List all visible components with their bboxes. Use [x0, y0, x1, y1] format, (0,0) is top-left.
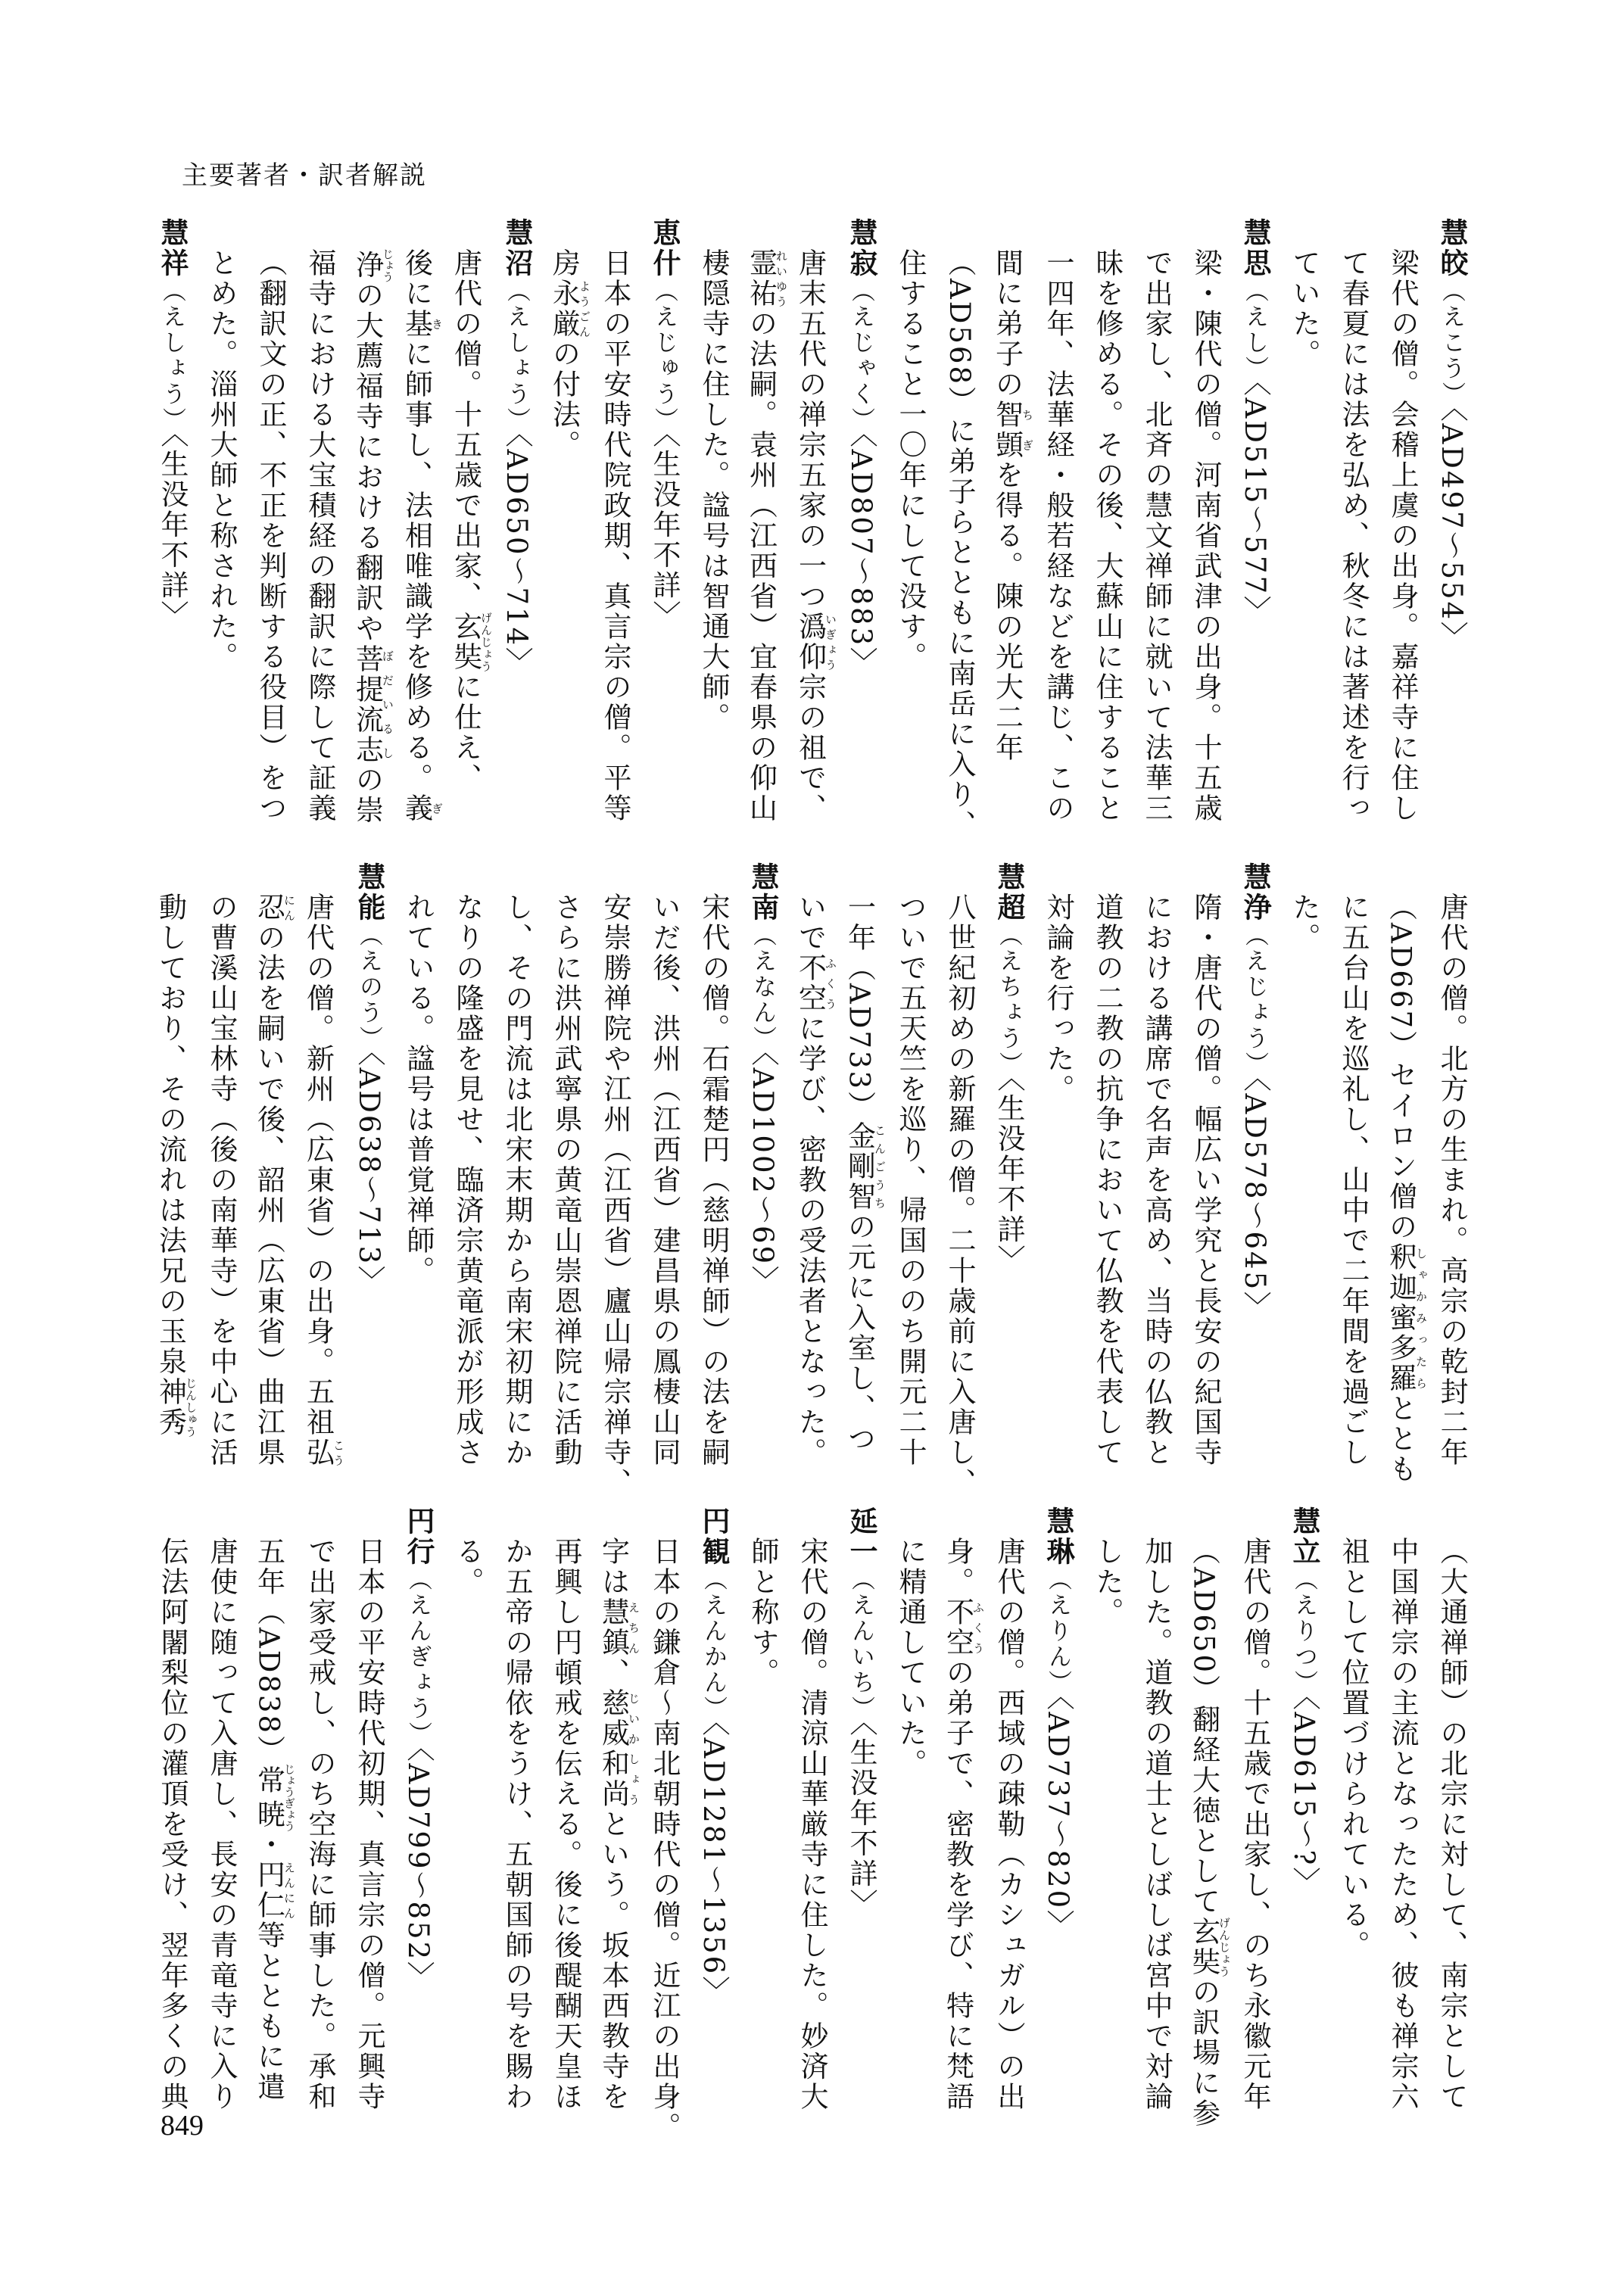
- body-line: [886, 1506, 935, 2127]
- entry-reading: （えりつ）: [1290, 1567, 1317, 1696]
- furigana-word: [449, 612, 493, 672]
- ruby-text: じょうぎょう: [282, 1763, 296, 1832]
- ruby-base: 慧鎮: [597, 1597, 630, 1658]
- body-line: [1427, 1506, 1476, 2127]
- body-line: [640, 1506, 689, 2142]
- body-text: し、その門流は北宋末期から南宋初期にか: [500, 893, 533, 1468]
- body-text: 一四年、法華経・般若経などを講じ、この: [1042, 248, 1074, 824]
- furigana-word: [351, 248, 394, 282]
- entry-reading: （えし）: [1241, 279, 1268, 382]
- entry-heading: [1033, 1506, 1083, 2127]
- furigana-word: [843, 1121, 887, 1213]
- furigana-word: [990, 400, 1034, 460]
- body-line: [492, 1506, 541, 2127]
- entry-name: 慧祥: [156, 218, 189, 279]
- ruby-base: 義: [400, 793, 433, 824]
- ruby-text: こんごうち: [873, 1121, 887, 1213]
- ruby-text: ふくう: [824, 953, 837, 1014]
- body-text: の大薦福寺における翻訳や: [351, 280, 384, 644]
- entry-reading: （えんかん）: [700, 1567, 727, 1721]
- body-text: 八世紀初めの新羅の僧。二十歳前に入唐し、: [943, 893, 976, 1498]
- body-text: （翻訳文の正、不正を判断する役目）をつ: [254, 248, 287, 824]
- entry-dates: 〈生没年不詳〉: [156, 433, 189, 631]
- body-text: 師と称す。: [747, 1537, 779, 1688]
- body-text: ととも: [1384, 1394, 1417, 1485]
- ruby-base: 潙仰: [793, 612, 827, 672]
- entry-reading: （えじょう）: [1241, 923, 1268, 1077]
- body-text: 字は: [597, 1537, 630, 1597]
- body-text: 唐代の僧。十五歳で出家、: [449, 248, 482, 612]
- body-text: ていた。: [1288, 248, 1320, 369]
- entry-heading: [984, 862, 1033, 1483]
- body-line: [1132, 1506, 1181, 2127]
- ruby-text: ぎ: [430, 793, 444, 824]
- body-line: [541, 862, 591, 1483]
- entry-name: 円行: [402, 1506, 435, 1567]
- body-text: で出家し、北斉の慧文禅師に就いて法華三: [1140, 248, 1173, 824]
- body-text: 身。: [941, 1537, 974, 1597]
- body-line: [935, 862, 984, 1498]
- body-text: した。: [1091, 1537, 1124, 1628]
- running-head-title: 主要著者・訳者解説: [182, 160, 427, 191]
- body-line: [1280, 862, 1329, 1483]
- body-line: [787, 862, 837, 1483]
- body-text: なりの隆盛を見せ、臨済宗黄竜派が形成さ: [451, 893, 484, 1468]
- body-text: 再興し円頓戒を伝える。後に後醍醐天皇ほ: [550, 1537, 582, 2112]
- body-line: [197, 218, 246, 839]
- body-line: [1378, 862, 1427, 1483]
- entry-heading: [148, 218, 197, 839]
- body-line: [935, 218, 984, 839]
- ruby-base: 霊祐: [744, 248, 778, 309]
- entry-name: 慧南: [747, 862, 779, 923]
- body-text: て春夏には法を弘め、秋冬には著述を行っ: [1337, 248, 1370, 824]
- body-text: に学び、密教の受法者となった。: [793, 1014, 827, 1468]
- text-tier-middle: [148, 862, 1476, 1498]
- body-text: を得る。陳の光大二年: [990, 460, 1024, 763]
- ruby-text: こう: [332, 1438, 345, 1468]
- ruby-text: にん: [282, 893, 296, 923]
- body-line: [886, 862, 935, 1483]
- body-line: [1181, 218, 1230, 839]
- entry-dates: 〈生没年不詳〉: [993, 1077, 1025, 1276]
- ruby-base: 永厳: [547, 279, 581, 339]
- ruby-text: げんじょう: [1217, 1917, 1231, 1978]
- ruby-base: 神秀: [154, 1377, 187, 1438]
- body-line: [787, 218, 837, 839]
- body-line: [886, 218, 935, 839]
- body-text: 一年（AD733）: [843, 893, 876, 1122]
- ruby-text: えんにん: [282, 1860, 296, 1921]
- body-text: の付法。: [547, 339, 581, 460]
- entry-heading: [1280, 1506, 1329, 2127]
- body-text: 、: [597, 1658, 630, 1688]
- body-text: 日本の平安時代初期、真言宗の僧。元興寺: [353, 1537, 385, 2112]
- body-text: 宗の祖で、: [793, 672, 827, 824]
- entry-heading: [738, 862, 787, 1483]
- body-text: 五年（AD838）: [252, 1537, 285, 1766]
- body-line: [787, 1506, 837, 2127]
- entry-name: 慧沼: [500, 218, 533, 279]
- body-text: 住すること一〇年にして没す。: [894, 248, 927, 672]
- entry-name: 慧思: [1239, 218, 1271, 279]
- body-text: 中国禅宗の主流となったため、彼も禅宗六: [1386, 1537, 1419, 2112]
- body-line: [591, 1506, 640, 2127]
- entry-heading: [344, 862, 394, 1483]
- furigana-word: [793, 612, 837, 672]
- body-line: [984, 1506, 1033, 2127]
- body-text: の法嗣。袁州（江西省）宜春県の仰山: [744, 309, 778, 824]
- entry-heading: [640, 218, 689, 839]
- body-line: [148, 1506, 197, 2127]
- body-text: の弟子で、密教を学び、特に梵語: [941, 1658, 974, 2112]
- entry-dates: 〈AD650～714〉: [500, 433, 533, 678]
- body-line: [443, 862, 492, 1483]
- entry-reading: （えしょう）: [503, 279, 530, 433]
- entry-name: 慧寂: [845, 218, 877, 279]
- body-text: か五帝の帰依をうけ、五朝国師の号を賜わ: [500, 1537, 533, 2112]
- entry-reading: （えんいち）: [847, 1567, 874, 1721]
- body-text: の曹溪山宝林寺（後の南華寺）を中心に活: [205, 893, 238, 1468]
- body-text: 梁代の僧。会稽上虞の出身。嘉祥寺に住し: [1386, 248, 1419, 824]
- ruby-base: 忍: [252, 893, 285, 923]
- ruby-base: 慈威和尚: [597, 1688, 630, 1809]
- body-text: ついで五天竺を巡り、帰国ののち開元二十: [894, 893, 927, 1468]
- body-line: [1329, 1506, 1378, 2127]
- furigana-word: [252, 893, 296, 923]
- body-text: という。坂本西教寺を: [597, 1809, 630, 2112]
- body-line: [246, 218, 295, 839]
- body-text: 祖として位置づけられている。: [1337, 1537, 1370, 1961]
- entry-name: 慧浄: [1239, 862, 1271, 923]
- body-line: [1181, 862, 1230, 1483]
- furigana-word: [252, 1860, 296, 1921]
- ruby-base: 不空: [941, 1597, 974, 1658]
- entry-name: 慧琳: [1042, 1506, 1074, 1567]
- body-text: とめた。淄州大師と称された。: [205, 248, 238, 672]
- entry-dates: 〈AD737～820〉: [1042, 1696, 1074, 1941]
- ruby-text: ちぎ: [1021, 400, 1034, 460]
- body-text: 唐代の僧。新州（広東省）の出身。五祖: [301, 893, 335, 1438]
- body-text: （AD650）翻経大徳として: [1187, 1537, 1220, 1918]
- body-line: [1329, 218, 1378, 839]
- entry-dates: 〈AD1002～69〉: [747, 1051, 779, 1297]
- body-text: 間に弟子の: [990, 248, 1024, 400]
- body-text: に仕え、: [449, 672, 482, 793]
- furigana-word: [1187, 1917, 1231, 1978]
- body-line: [295, 218, 344, 839]
- body-text: 梁・陳代の僧。河南省武津の出身。十五歳: [1189, 248, 1222, 824]
- entry-dates: 〈生没年不詳〉: [845, 1721, 877, 1920]
- entry-dates: 〈AD638～713〉: [353, 1051, 385, 1297]
- body-text: 宋代の僧。清涼山華厳寺に住した。妙済大: [796, 1537, 828, 2112]
- body-text: 安崇勝禅院や江州（江西省）廬山帰宗禅寺、: [599, 893, 631, 1498]
- body-line: [541, 218, 591, 839]
- body-text: 隋・唐代の僧。幅広い学究と長安の紀国寺: [1189, 893, 1222, 1468]
- body-line: [591, 218, 640, 839]
- body-text: れている。諡号は普覚禅師。: [402, 893, 435, 1286]
- body-line: [246, 862, 295, 1483]
- body-text: た。: [1288, 893, 1320, 953]
- body-text: いだ後、洪州（江西省）建昌県の鳳棲山同: [648, 893, 681, 1468]
- body-line: [246, 1506, 295, 2127]
- body-text: 動しており、その流れは法兄の玉泉: [154, 893, 187, 1377]
- body-line: [197, 862, 246, 1483]
- entry-dates: 〈AD807～883〉: [845, 433, 877, 678]
- body-line: [1083, 862, 1132, 1483]
- body-line: [837, 862, 886, 1483]
- body-text: 唐代の僧。西域の疎勒（カシュガル）の出: [993, 1537, 1025, 2112]
- body-line: [1033, 862, 1083, 1483]
- body-text: （AD568）に弟子らとともに南岳に入り、: [943, 248, 976, 841]
- ruby-base: 金剛智: [843, 1121, 876, 1213]
- entry-name: 恵什: [648, 218, 681, 279]
- body-text: 宋代の僧。石霜楚円（慈明禅師）の法を嗣: [697, 893, 730, 1468]
- body-line: [344, 1506, 394, 2127]
- entry-name: 延一: [845, 1506, 877, 1567]
- furigana-word: [351, 643, 394, 765]
- ruby-text: じいかしょう: [627, 1688, 641, 1809]
- body-line: [1280, 218, 1329, 839]
- furigana-word: [597, 1688, 641, 1809]
- furigana-word: [597, 1597, 641, 1658]
- body-line: [295, 862, 344, 1483]
- body-line: [984, 218, 1033, 839]
- body-text: 房: [547, 248, 581, 279]
- ruby-text: ぼだいるし: [381, 643, 394, 765]
- entry-reading: （えしょう）: [158, 279, 185, 433]
- body-line: [443, 1506, 492, 2127]
- body-text: に五台山を巡礼し、山中で二年間を過ごし: [1337, 893, 1370, 1468]
- body-line: [1083, 1506, 1132, 2127]
- body-text: 福寺における大宝積経の翻訳に際して証義: [304, 248, 336, 824]
- body-line: [689, 218, 738, 839]
- entry-dates: 〈AD799～852〉: [402, 1747, 435, 1992]
- body-text: に師事し、法相唯識学を修める。: [400, 339, 433, 793]
- ruby-text: ようごん: [578, 279, 591, 339]
- ruby-text: しゃかみったら: [1414, 1242, 1428, 1394]
- entry-dates: 〈AD615～?〉: [1288, 1696, 1320, 1898]
- entry-reading: （えのう）: [355, 923, 382, 1051]
- body-text: 昧を修める。その後、大蘇山に住すること: [1091, 248, 1124, 824]
- furigana-word: [400, 793, 444, 824]
- ruby-text: げんじょう: [479, 612, 493, 672]
- body-line: [591, 862, 640, 1498]
- body-line: [1427, 862, 1476, 1483]
- entry-reading: （えちょう）: [995, 923, 1022, 1077]
- body-text: 唐末五代の禅宗五家の一つ: [793, 248, 827, 612]
- entry-reading: （えんぎょう）: [404, 1567, 432, 1747]
- ruby-base: 不空: [793, 953, 827, 1014]
- body-text: 日本の平安時代院政期、真言宗の僧。平等: [599, 248, 631, 824]
- entry-dates: 〈AD497～554〉: [1435, 407, 1468, 653]
- body-line: [197, 1506, 246, 2127]
- furigana-word: [547, 279, 591, 339]
- entry-dates: 〈AD1281～1356〉: [697, 1721, 730, 2007]
- entry-reading: （えじゃく）: [847, 279, 874, 433]
- entry-heading: [1230, 862, 1280, 1483]
- body-text: ・: [252, 1830, 285, 1861]
- body-text: 対論を行った。: [1042, 893, 1074, 1104]
- ruby-text: じょう: [381, 248, 394, 282]
- ruby-text: ふくう: [971, 1597, 985, 1658]
- body-text: の訳場に参: [1187, 1977, 1220, 2129]
- body-line: [492, 862, 541, 1483]
- body-line: [738, 218, 787, 839]
- ruby-base: 円仁: [252, 1860, 285, 1921]
- body-text: 等とともに遣: [252, 1921, 285, 2103]
- body-line: [1378, 218, 1427, 839]
- body-line: [1033, 218, 1083, 839]
- body-text: 唐代の僧。十五歳で出家し、のち永徽元年: [1239, 1537, 1271, 2112]
- body-line: [148, 862, 197, 1483]
- page-number: 849: [161, 2110, 204, 2142]
- entry-heading: [689, 1506, 738, 2127]
- ruby-text: えちん: [627, 1597, 641, 1658]
- entry-reading: （えりん）: [1044, 1567, 1071, 1696]
- body-line: [1378, 1506, 1427, 2127]
- body-line: [738, 1506, 787, 2127]
- ruby-text: いぎょう: [824, 612, 837, 672]
- body-text: （大通禅師）の北宗に対して、南宗として: [1435, 1537, 1468, 2112]
- body-text: に精通していた。: [894, 1537, 927, 1779]
- body-text: いで: [793, 893, 827, 953]
- body-line: [1132, 218, 1181, 839]
- ruby-base: 玄奘: [449, 612, 482, 672]
- body-text: 加した。道教の道士としばしば宮中で対論: [1140, 1537, 1173, 2112]
- body-text: で出家受戒し、のち空海に師事した。承和: [304, 1537, 336, 2112]
- body-text: 唐代の僧。北方の生まれ。高宗の乾封二年: [1435, 893, 1468, 1468]
- ruby-base: 浄: [351, 248, 384, 282]
- entry-name: 円観: [697, 1506, 730, 1567]
- body-line: [689, 862, 738, 1483]
- furigana-word: [1384, 1242, 1428, 1394]
- ruby-base: 玄奘: [1187, 1917, 1220, 1978]
- entry-heading: [492, 218, 541, 839]
- furigana-word: [400, 309, 444, 339]
- ruby-base: 智顗: [990, 400, 1024, 460]
- ruby-base: 釈迦蜜多羅: [1384, 1242, 1417, 1394]
- furigana-word: [744, 248, 788, 309]
- entry-name: 慧立: [1288, 1506, 1320, 1567]
- entry-heading: [394, 1506, 443, 2127]
- entry-dates: 〈AD578～645〉: [1239, 1077, 1271, 1323]
- furigana-word: [793, 953, 837, 1014]
- ruby-base: 常暁: [252, 1763, 285, 1832]
- text-tier-top: [148, 218, 1476, 839]
- body-text: の法を嗣いで後、韶州（広東省）曲江県: [252, 923, 285, 1468]
- ruby-text: き: [430, 309, 444, 339]
- entry-reading: （えじゅう）: [650, 279, 678, 433]
- entry-reading: （えなん）: [749, 923, 776, 1051]
- body-text: における講席で名声を高め、当時の仏教と: [1140, 893, 1173, 1468]
- ruby-base: 基: [400, 309, 433, 339]
- ruby-base: 弘: [301, 1438, 335, 1468]
- body-text: 唐使に随って入唐し、長安の青竜寺に入り: [205, 1537, 238, 2112]
- entry-heading: [1230, 218, 1280, 839]
- body-text: 伝法阿闍梨位の灌頂を受け、翌年多くの典: [156, 1537, 189, 2112]
- entry-name: 慧超: [993, 862, 1025, 923]
- body-line: [640, 862, 689, 1483]
- furigana-word: [301, 1438, 345, 1468]
- body-line: [394, 862, 443, 1483]
- body-line: [541, 1506, 591, 2127]
- body-text: さらに洪州武寧県の黄竜山崇恩禅院に活動: [550, 893, 582, 1468]
- body-line: [344, 218, 394, 839]
- entry-name: 慧能: [353, 862, 385, 923]
- body-text: る。: [451, 1537, 484, 1597]
- entry-name: 慧皎: [1435, 218, 1468, 279]
- body-line: [935, 1506, 984, 2127]
- entry-reading: （えこう）: [1438, 279, 1465, 407]
- furigana-word: [252, 1763, 296, 1832]
- body-text: の元に入室し、つ: [843, 1212, 876, 1455]
- ruby-text: れいゆう: [775, 248, 788, 309]
- body-line: [295, 1506, 344, 2127]
- furigana-word: [941, 1597, 985, 1658]
- body-text: 棲隠寺に住した。諡号は智通大師。: [697, 248, 730, 733]
- body-line: [394, 218, 443, 839]
- body-line: [1132, 862, 1181, 1483]
- body-line: [1181, 1506, 1230, 2127]
- body-line: [443, 218, 492, 839]
- ruby-text: じんしゅう: [184, 1377, 198, 1438]
- body-text: 後に: [400, 248, 433, 309]
- body-line: [1329, 862, 1378, 1483]
- entry-dates: 〈AD515～577〉: [1239, 382, 1271, 627]
- body-text: 道教の二教の抗争において仏教を代表して: [1091, 893, 1124, 1468]
- furigana-word: [154, 1377, 198, 1438]
- body-line: [1230, 1506, 1280, 2127]
- body-text: （AD667）セイロン僧の: [1384, 893, 1417, 1243]
- text-tier-bottom: [148, 1506, 1476, 2142]
- entry-heading: [837, 218, 886, 839]
- body-text: 日本の鎌倉～南北朝時代の僧。近江の出身。: [648, 1537, 681, 2142]
- entry-heading: [1427, 218, 1476, 839]
- entry-dates: 〈生没年不詳〉: [648, 433, 681, 631]
- body-line: [1083, 218, 1132, 839]
- entry-heading: [837, 1506, 886, 2127]
- body-text: の崇: [351, 765, 384, 826]
- ruby-base: 菩提流志: [351, 643, 384, 765]
